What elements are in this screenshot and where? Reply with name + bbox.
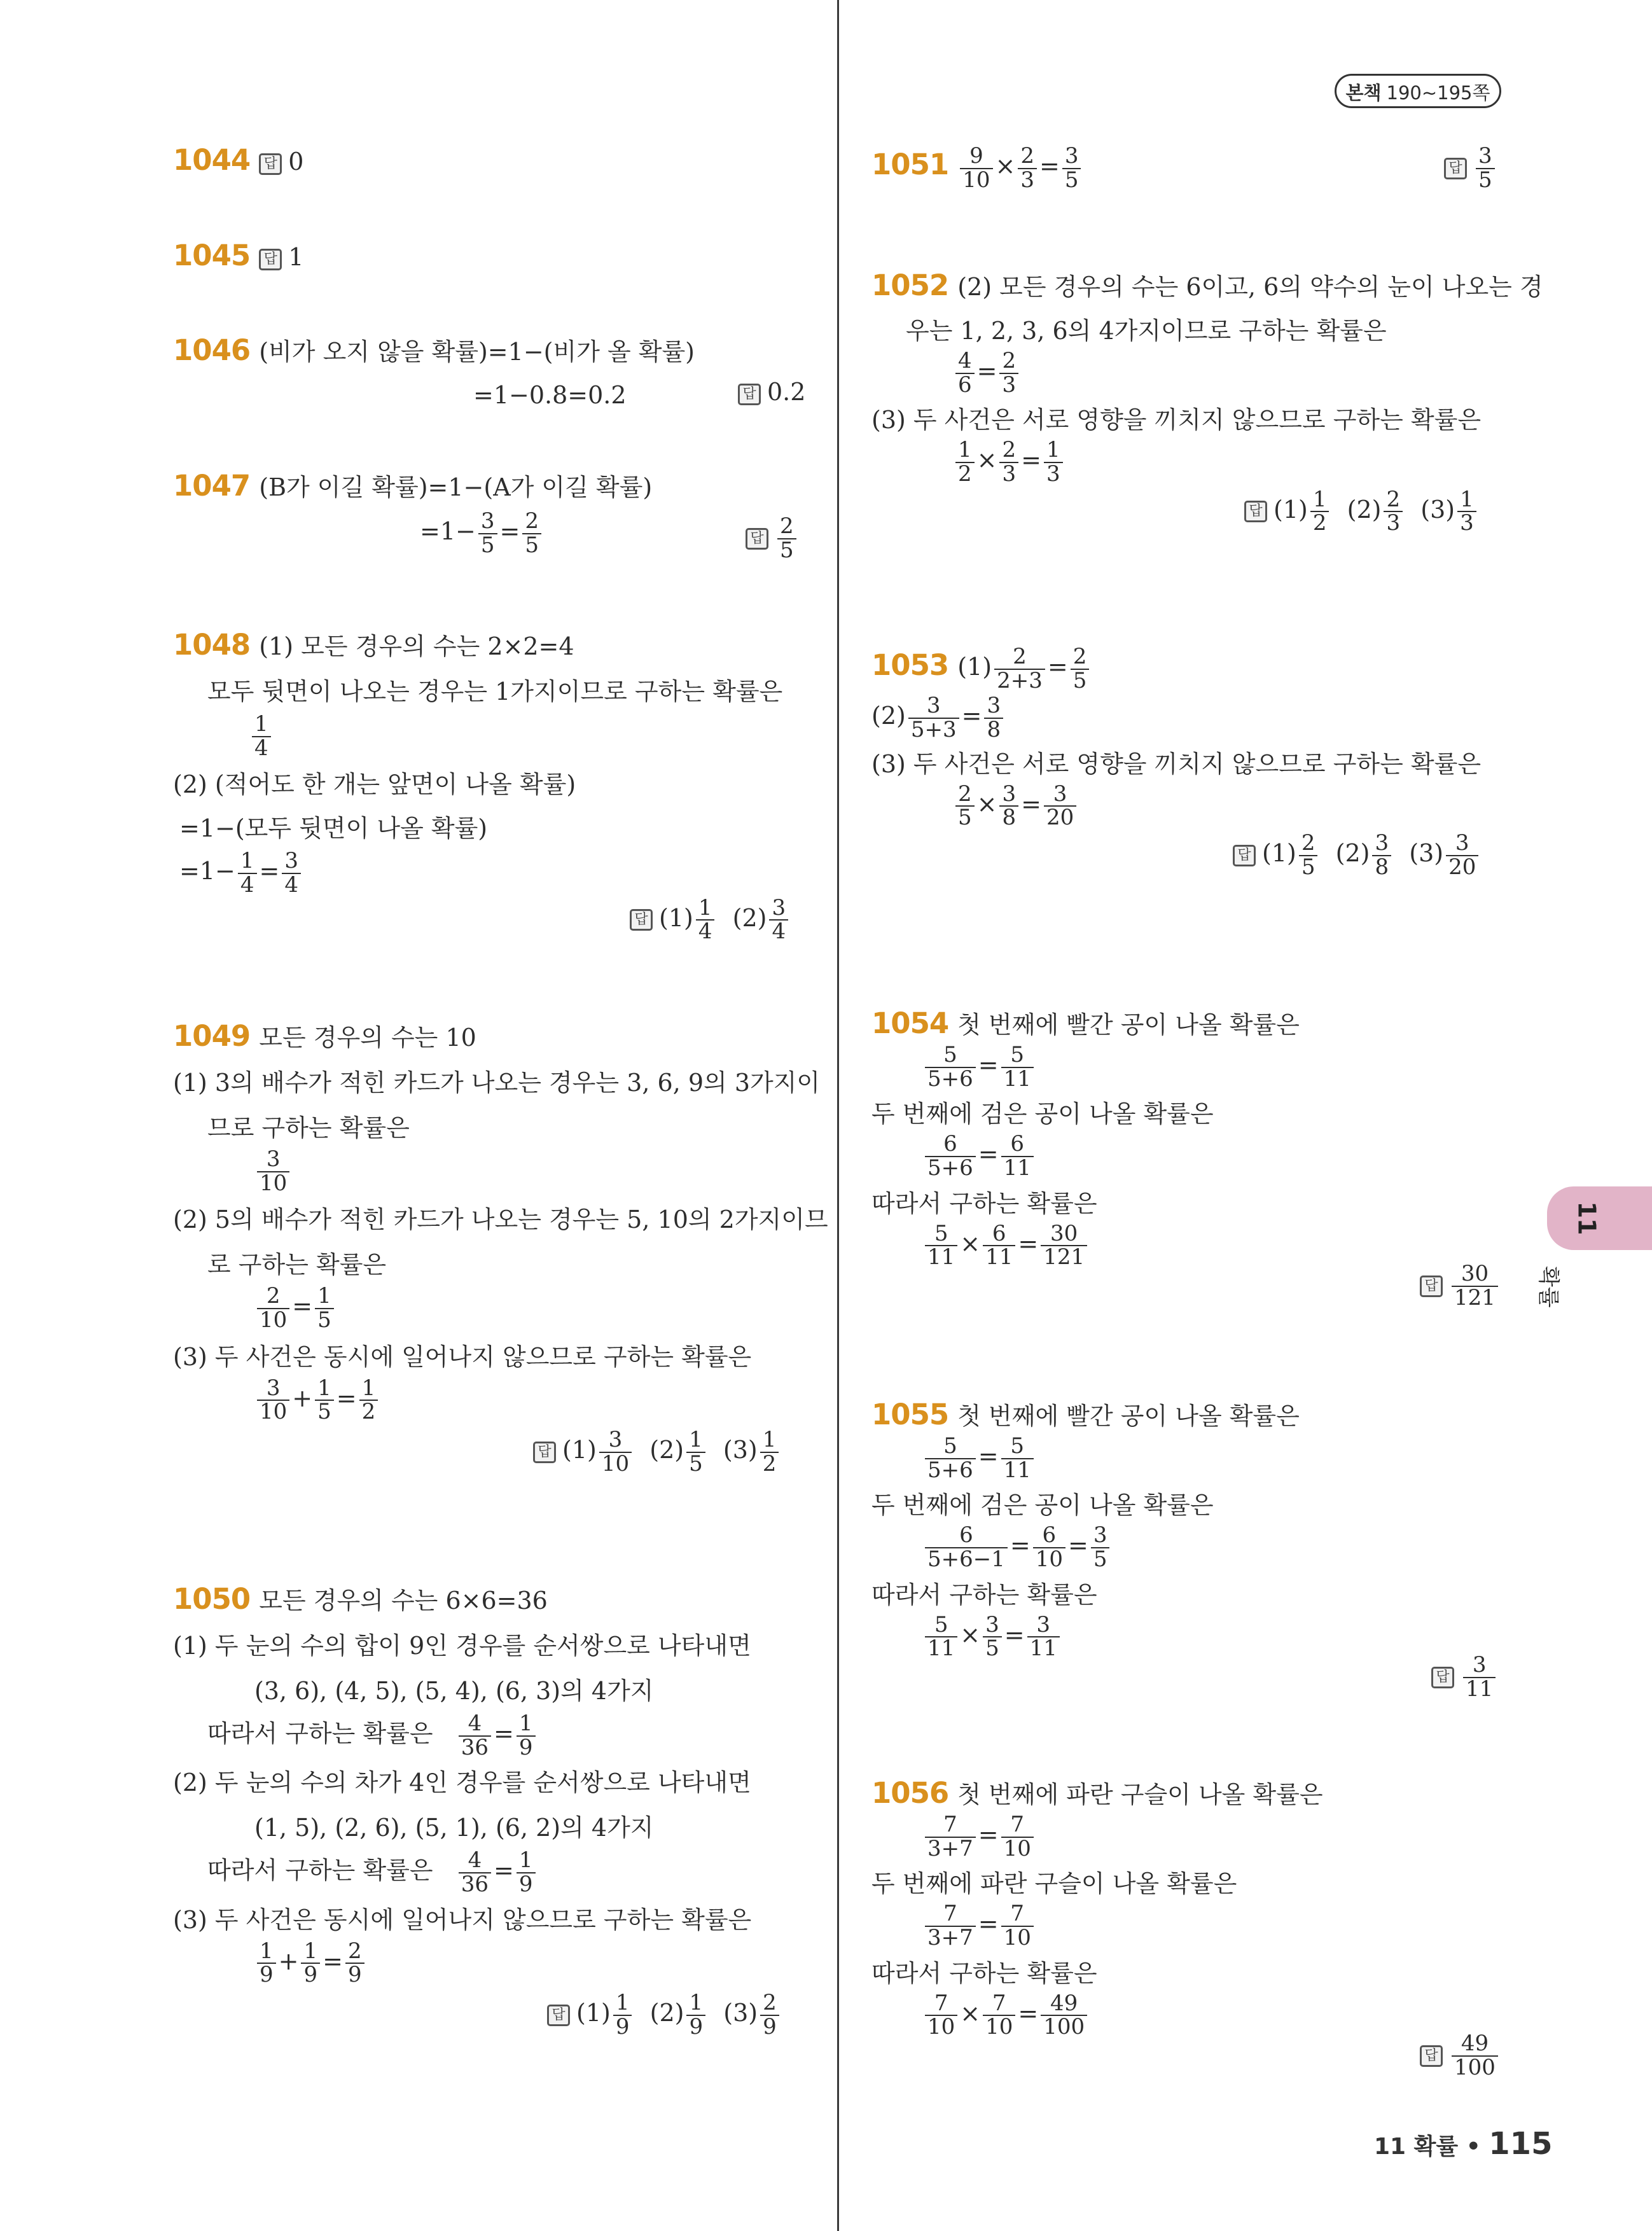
fraction bbox=[238, 850, 257, 896]
fraction: $\frac{3}{8}$ bbox=[984, 695, 1003, 741]
expr: =1− bbox=[420, 517, 476, 546]
numerator: 2 bbox=[777, 515, 796, 539]
solution-line: (2) (적어도 한 개는 앞면이 나올 확률) bbox=[173, 770, 576, 799]
problem-number: 1049 bbox=[173, 1019, 251, 1053]
problem-1048: 1048 (1) 모든 경우의 수는 2×2=4 모두 뒷면이 나오는 경우는 1가지이므로 구하는 확률은 $\frac{1}{4}$ (2) (적어도 한 개는 앞면이 나올 확률) =1−(모두 뒷면이 나올 확률) =1− $\frac{1}{4}$ = $\frac{3}{4}$ 답 (1) $\frac{1}{4}$ (2) $\frac{3}{4}$ bbox=[173, 627, 809, 943]
answer-icon: 답 bbox=[1420, 2045, 1443, 2067]
answer-icon: 답 bbox=[1244, 501, 1267, 522]
problem-1047 bbox=[173, 468, 809, 563]
fraction: $\frac{3}{5}$ bbox=[983, 1614, 1002, 1660]
solution-line: 모든 경우의 수는 6×6=36 bbox=[259, 1587, 548, 1615]
denominator: 4 bbox=[240, 872, 254, 898]
fraction: $\frac{7}{10}$ bbox=[1001, 1903, 1034, 1949]
fraction: $\frac{3}{11}$ bbox=[1027, 1614, 1060, 1660]
fraction: $\frac{3}{5+3}$ bbox=[908, 695, 959, 741]
fraction: $\frac{6}{11}$ bbox=[1001, 1133, 1034, 1179]
denominator: 5 bbox=[480, 532, 495, 558]
answer-icon: 답 bbox=[259, 249, 282, 270]
solution-line: 모두 뒷면이 나오는 경우는 1가지이므로 구하는 확률은 bbox=[207, 678, 783, 705]
answer-icon: 답 bbox=[1444, 158, 1467, 179]
answer-value: 1 bbox=[288, 243, 304, 271]
chapter-number: 11 bbox=[1572, 1201, 1601, 1235]
footer-chapter: 11 확률 bbox=[1374, 2134, 1459, 2160]
problem-1044 bbox=[173, 143, 303, 177]
solution-line: (1, 5), (2, 6), (5, 1), (6, 2)의 4가지 bbox=[254, 1814, 654, 1842]
answer-fraction: $\frac{1}{9}$ bbox=[686, 1992, 705, 2038]
answer-fraction: $\frac{3}{20}$ bbox=[1446, 832, 1478, 879]
answer-fraction: $\frac{1}{2}$ bbox=[760, 1429, 779, 1475]
solution-line: (비가 오지 않을 확률)=1−(비가 올 확률) bbox=[259, 338, 695, 366]
problem-1056: 1056 첫 번째에 파란 구슬이 나올 확률은 $\frac{7}{3+7}$ = $\frac{7}{10}$ 두 번째에 파란 구슬이 나올 확률은 $\frac{7}{3+7}$ = $\frac{7}{10}$ 따라서 구하는 확률은 $\frac{7}{10}$ × $\frac{7}{10}$ = $\frac{49}{100}$ 답 $\frac{49}{100}$ bbox=[871, 1775, 1508, 2039]
solution-line: 므로 구하는 확률은 bbox=[207, 1114, 410, 1142]
solution-line: (1) 3의 배수가 적힌 카드가 나오는 경우는 3, 6, 9의 3가지이 bbox=[173, 1069, 821, 1097]
page-reference-badge bbox=[1335, 74, 1501, 108]
problem-1045 bbox=[173, 239, 303, 272]
solution-line: 따라서 구하는 확률은 bbox=[207, 1720, 433, 1748]
fraction: $\frac{3}{20}$ bbox=[1044, 783, 1076, 830]
page-footer: 11 확률 • 115 bbox=[1374, 2126, 1553, 2162]
fraction bbox=[252, 713, 271, 760]
fraction: $\frac{5}{11}$ bbox=[1001, 1435, 1034, 1482]
equals: = bbox=[499, 517, 520, 546]
denominator: 4 bbox=[284, 872, 298, 898]
answer-label: (1) bbox=[576, 1999, 611, 2027]
fraction: $\frac{6}{5+6-1}$ bbox=[925, 1524, 1008, 1571]
problem-1053: 1053 (1) $\frac{2}{2+3}$ = $\frac{2}{5}$ (2) $\frac{3}{5+3}$ = $\frac{3}{8}$ (3) 두 사건은 서로 영향을 끼치지 않으므로 구하는 확률은 $\frac{2}{5}$ × $\frac{3}{8}$ = $\frac{3}{20}$ 답 (1) $\frac{2}{5}$ (2) $\frac{3}{8}$ (3) $\frac{3}{20}$ bbox=[871, 644, 1482, 880]
solution-line: 두 번째에 검은 공이 나올 확률은 bbox=[871, 1100, 1214, 1129]
solution-line: 우는 1, 2, 3, 6의 4가지이므로 구하는 확률은 bbox=[906, 317, 1387, 345]
numerator: 1 bbox=[696, 897, 715, 921]
fraction: $\frac{3}{8}$ bbox=[999, 783, 1018, 830]
page-range: 190~195쪽 bbox=[1386, 82, 1490, 104]
chapter-tab bbox=[1547, 1186, 1652, 1250]
problem-number: 1052 bbox=[871, 268, 949, 302]
answer-icon: 답 bbox=[533, 1442, 556, 1463]
problem-number: 1053 bbox=[871, 648, 949, 683]
fraction: $\frac{5}{5+6}$ bbox=[925, 1044, 976, 1090]
problem-1046 bbox=[173, 332, 809, 409]
solution-line: 첫 번째에 파란 구슬이 나올 확률은 bbox=[957, 1781, 1323, 1809]
problem-number: 1044 bbox=[173, 143, 251, 177]
fraction: $\frac{6}{5+6}$ bbox=[925, 1133, 976, 1179]
problem-number: 1054 bbox=[871, 1006, 949, 1040]
fraction: $\frac{2}{3}$ bbox=[999, 350, 1018, 396]
solution-line: (3) 두 사건은 서로 영향을 끼치지 않으므로 구하는 확률은 bbox=[871, 406, 1482, 434]
fraction: $\frac{1}{2}$ bbox=[955, 439, 975, 485]
fraction: $\frac{4}{36}$ bbox=[459, 1713, 491, 1759]
fraction: $\frac{2}{2+3}$ bbox=[994, 646, 1045, 692]
problem-1050: 1050 모든 경우의 수는 6×6=36 (1) 두 눈의 수의 합이 9인 경우를 순서쌍으로 나타내면 (3, 6), (4, 5), (5, 4), (6, 3)의 4가지 따라서 구하는 확률은 $\frac{4}{36}$ = $\frac{1}{9}$ (2) 두 눈의 수의 차가 4인 경우를 순서쌍으로 나타내면 (1, 5), (2, 6), (5, 1), (6, 2)의 4가지 따라서 구하는 확률은 $\frac{4}{36}$ = $\frac{1}{9}$ (3) 두 사건은 동시에 일어나지 않으므로 구하는 확률은 $\frac{1}{9}$ + $\frac{1}{9}$ = $\frac{2}{9}$ 답 (1) $\frac{1}{9}$ (2) $\frac{1}{9}$ (3) $\frac{2}{9}$ bbox=[173, 1581, 828, 2039]
answer-fraction: $\frac{2}{5}$ bbox=[1299, 832, 1318, 879]
answer-label: (3) bbox=[723, 1436, 758, 1464]
fraction: $\frac{2}{3}$ bbox=[999, 439, 1018, 485]
solution-line: (3, 6), (4, 5), (5, 4), (6, 3)의 4가지 bbox=[254, 1677, 654, 1705]
numerator: 3 bbox=[478, 510, 497, 534]
denominator: 4 bbox=[254, 735, 268, 761]
fraction: $\frac{7}{10}$ bbox=[925, 1992, 957, 2039]
fraction: $\frac{1}{9}$ bbox=[257, 1940, 276, 1987]
fraction: $\frac{2}{9}$ bbox=[345, 1940, 364, 1987]
answer-icon: 답 bbox=[746, 528, 768, 550]
answer-value: 0.2 bbox=[767, 378, 806, 406]
book-label: 본책 bbox=[1345, 82, 1382, 104]
fraction: $\frac{7}{3+7}$ bbox=[925, 1814, 976, 1860]
numerator: 3 bbox=[769, 897, 788, 921]
solution-line: (3) 두 사건은 서로 영향을 끼치지 않으므로 구하는 확률은 bbox=[871, 749, 1482, 778]
solution-line: (3) 두 사건은 동시에 일어나지 않으므로 구하는 확률은 bbox=[173, 1905, 752, 1934]
denominator: 5 bbox=[780, 537, 794, 563]
fraction: $\frac{5}{11}$ bbox=[925, 1614, 957, 1660]
column-divider bbox=[837, 0, 839, 2231]
answer-icon: 답 bbox=[1233, 845, 1256, 866]
fraction: $\frac{1}{5}$ bbox=[315, 1377, 334, 1424]
solution-line: (2) 두 눈의 수의 차가 4인 경우를 순서쌍으로 나타내면 bbox=[173, 1769, 751, 1797]
solution-line: 모든 경우의 수는 10 bbox=[259, 1024, 476, 1052]
fraction: $\frac{2}{3}$ bbox=[1018, 145, 1037, 191]
denominator: 4 bbox=[772, 919, 786, 945]
answer-fraction: $\frac{3}{10}$ bbox=[599, 1429, 632, 1475]
solution-line: (B가 이길 확률)=1−(A가 이길 확률) bbox=[259, 473, 653, 501]
answer-label: (2) bbox=[1335, 839, 1370, 868]
fraction: $\frac{1}{2}$ bbox=[359, 1377, 378, 1424]
fraction: $\frac{7}{3+7}$ bbox=[925, 1903, 976, 1949]
solution-line: 따라서 구하는 확률은 bbox=[207, 1856, 433, 1885]
page-number: 115 bbox=[1489, 2126, 1553, 2162]
denominator: 5 bbox=[525, 532, 539, 558]
expr: =1− bbox=[179, 857, 235, 886]
answer-label: (1) bbox=[1274, 495, 1308, 524]
answer-label: (3) bbox=[1420, 495, 1455, 524]
problem-1052: 1052 (2) 모든 경우의 수는 6이고, 6의 약수의 눈이 나오는 경 우는 1, 2, 3, 6의 4가지이므로 구하는 확률은 $\frac{4}{6}$ = $\frac{2}{3}$ (3) 두 사건은 서로 영향을 끼치지 않으므로 구하는 확률은 $\frac{1}{2}$ × $\frac{2}{3}$ = $\frac{1}{3}$ 답 (1) $\frac{1}{2}$ (2) $\frac{2}{3}$ (3) $\frac{1}{3}$ bbox=[871, 268, 1543, 536]
answer-icon: 답 bbox=[259, 153, 282, 175]
denominator: 4 bbox=[698, 919, 712, 945]
solution-line: 첫 번째에 빨간 공이 나올 확률은 bbox=[957, 1011, 1300, 1039]
fraction: $\frac{2}{5}$ bbox=[1071, 646, 1090, 692]
numerator: 3 bbox=[282, 850, 301, 874]
fraction: $\frac{1}{3}$ bbox=[1044, 439, 1063, 485]
answer-icon: 답 bbox=[630, 909, 653, 931]
fraction: $\frac{7}{10}$ bbox=[983, 1992, 1015, 2039]
fraction: $\frac{1}{9}$ bbox=[517, 1713, 536, 1759]
problem-number: 1047 bbox=[173, 469, 251, 503]
fraction: $\frac{3}{5}$ bbox=[1091, 1524, 1110, 1571]
fraction: $\frac{2}{10}$ bbox=[257, 1285, 289, 1331]
answer-label: (2) bbox=[649, 1436, 684, 1464]
solution-line: (1) bbox=[957, 653, 992, 681]
problem-number: 1050 bbox=[173, 1582, 251, 1616]
solution-line: 따라서 구하는 확률은 bbox=[871, 1959, 1097, 1987]
answer-label: (2) bbox=[732, 903, 767, 932]
problem-number: 1045 bbox=[173, 239, 251, 272]
answer-fraction bbox=[696, 894, 715, 945]
solution-line: (2) bbox=[871, 702, 906, 730]
fraction: $\frac{1}{9}$ bbox=[301, 1940, 320, 1987]
fraction: $\frac{3}{10}$ bbox=[257, 1377, 289, 1424]
answer-icon: 답 bbox=[738, 384, 761, 405]
answer-fraction: $\frac{2}{9}$ bbox=[760, 1992, 779, 2038]
fraction: $\frac{5}{5+6}$ bbox=[925, 1435, 976, 1482]
answer-fraction: $\frac{1}{9}$ bbox=[613, 1992, 632, 2038]
solution-line: 두 번째에 검은 공이 나올 확률은 bbox=[871, 1491, 1214, 1520]
answer-fraction: $\frac{1}{5}$ bbox=[686, 1429, 705, 1475]
problem-number: 1046 bbox=[173, 333, 251, 367]
answer-label: (3) bbox=[1409, 839, 1444, 868]
answer-icon: 답 bbox=[1420, 1275, 1443, 1297]
solution-line: (2) 5의 배수가 적힌 카드가 나오는 경우는 5, 10의 2가지이므 bbox=[173, 1206, 828, 1234]
denominator: 10 bbox=[260, 1170, 288, 1196]
problem-1055: 1055 첫 번째에 빨간 공이 나올 확률은 $\frac{5}{5+6}$ = $\frac{5}{11}$ 두 번째에 검은 공이 나올 확률은 $\frac{6}{5+6-1}$ = $\frac{6}{10}$ = $\frac{3}{5}$ 따라서 구하는 확률은 $\frac{5}{11}$ × $\frac{3}{5}$ = $\frac{3}{11}$ 답 $\frac{3}{11}$ bbox=[871, 1396, 1508, 1660]
fraction: $\frac{2}{5}$ bbox=[955, 783, 975, 830]
fraction: $\frac{4}{6}$ bbox=[955, 350, 975, 396]
problem-number: 1048 bbox=[173, 628, 251, 662]
solution-line: 로 구하는 확률은 bbox=[207, 1251, 387, 1279]
solution-line: (1) 두 눈의 수의 합이 9인 경우를 순서쌍으로 나타내면 bbox=[173, 1632, 751, 1660]
problem-number: 1055 bbox=[871, 1398, 949, 1431]
chapter-tab-label: 확률 bbox=[1536, 1266, 1561, 1308]
fraction bbox=[478, 510, 497, 557]
problem-1054: 1054 첫 번째에 빨간 공이 나올 확률은 $\frac{5}{5+6}$ = $\frac{5}{11}$ 두 번째에 검은 공이 나올 확률은 $\frac{6}{5+6}$ = $\frac{6}{11}$ 따라서 구하는 확률은 $\frac{5}{11}$ × $\frac{6}{11}$ = $\frac{30}{121}$ 답 $\frac{30}{121}$ bbox=[871, 1005, 1508, 1269]
fraction: $\frac{1}{5}$ bbox=[315, 1285, 334, 1331]
answer-fraction bbox=[777, 515, 796, 562]
answer-fraction: $\frac{3}{11}$ bbox=[1463, 1654, 1496, 1700]
fraction bbox=[522, 510, 541, 557]
answer-fraction: $\frac{2}{3}$ bbox=[1384, 489, 1403, 535]
fraction: $\frac{6}{10}$ bbox=[1033, 1524, 1065, 1571]
problem-1049: 1049 모든 경우의 수는 10 (1) 3의 배수가 적힌 카드가 나오는 경우는 3, 6, 9의 3가지이 므로 구하는 확률은 $\frac{3}{10}$ (2) 5의 배수가 적힌 카드가 나오는 경우는 5, 10의 2가지이므 로 구하는 확률은 $\frac{2}{10}$ = $\frac{1}{5}$ (3) 두 사건은 동시에 일어나지 않으므로 구하는 확률은 $\frac{3}{10}$ + $\frac{1}{5}$ = $\frac{1}{2}$ 답 (1) $\frac{3}{10}$ (2) $\frac{1}{5}$ (3) $\frac{1}{2}$ bbox=[173, 1019, 828, 1477]
solution-line: (3) 두 사건은 동시에 일어나지 않으므로 구하는 확률은 bbox=[173, 1342, 752, 1371]
fraction: $\frac{5}{11}$ bbox=[925, 1223, 957, 1269]
solution-line: 두 번째에 파란 구슬이 나올 확률은 bbox=[871, 1870, 1237, 1898]
solution-line: (1) 모든 경우의 수는 2×2=4 bbox=[259, 632, 574, 660]
solution-line: (2) 모든 경우의 수는 6이고, 6의 약수의 눈이 나오는 경 bbox=[957, 273, 1543, 301]
problem-number: 1056 bbox=[871, 1776, 949, 1810]
fraction: $\frac{5}{11}$ bbox=[1001, 1044, 1034, 1090]
answer-fraction: $\frac{3}{5}$ bbox=[1476, 145, 1495, 191]
answer-fraction bbox=[769, 894, 788, 945]
answer-label: (2) bbox=[649, 1999, 684, 2027]
solution-line: =1−0.8=0.2 bbox=[473, 381, 627, 409]
fraction: $\frac{4}{36}$ bbox=[459, 1849, 491, 1896]
answer-label: (1) bbox=[1262, 839, 1296, 868]
problem-1051: 1051 $\frac{9}{10}$ × $\frac{2}{3}$ = $\frac{3}{5}$ 답 $\frac{3}{5}$ bbox=[871, 145, 1508, 191]
fraction: $\frac{1}{9}$ bbox=[517, 1849, 536, 1896]
answer-label: (1) bbox=[562, 1436, 597, 1464]
answer-label: (3) bbox=[723, 1999, 758, 2027]
answer-icon: 답 bbox=[547, 2005, 570, 2026]
numerator: 2 bbox=[522, 510, 541, 534]
fraction: $\frac{6}{11}$ bbox=[983, 1223, 1015, 1269]
fraction: $\frac{49}{100}$ bbox=[1041, 1992, 1087, 2039]
answer-fraction: $\frac{49}{100}$ bbox=[1452, 2033, 1498, 2079]
numerator: 1 bbox=[238, 850, 257, 874]
solution-line: 따라서 구하는 확률은 bbox=[871, 1189, 1097, 1218]
fraction: $\frac{9}{10}$ bbox=[960, 145, 992, 191]
answer-fraction: $\frac{30}{121}$ bbox=[1452, 1263, 1498, 1309]
answer-icon: 답 bbox=[1431, 1667, 1454, 1688]
problem-number: 1051 bbox=[871, 148, 949, 182]
fraction bbox=[257, 1148, 289, 1195]
answer-fraction: $\frac{1}{2}$ bbox=[1310, 489, 1329, 535]
numerator: 3 bbox=[257, 1148, 289, 1172]
solution-line: =1−(모두 뒷면이 나올 확률) bbox=[179, 814, 488, 843]
answer-label: (1) bbox=[659, 903, 693, 932]
fraction: $\frac{30}{121}$ bbox=[1041, 1223, 1087, 1269]
answer-fraction: $\frac{1}{3}$ bbox=[1457, 489, 1476, 535]
solution-line: 첫 번째에 빨간 공이 나올 확률은 bbox=[957, 1402, 1300, 1430]
fraction bbox=[282, 850, 301, 896]
answer-fraction: $\frac{3}{8}$ bbox=[1372, 832, 1391, 879]
numerator: 1 bbox=[252, 713, 271, 737]
answer-value: 0 bbox=[288, 148, 304, 176]
solution-line: 따라서 구하는 확률은 bbox=[871, 1580, 1097, 1609]
fraction: $\frac{3}{5}$ bbox=[1062, 145, 1081, 191]
answer-label: (2) bbox=[1347, 495, 1382, 524]
fraction: $\frac{7}{10}$ bbox=[1001, 1814, 1034, 1860]
